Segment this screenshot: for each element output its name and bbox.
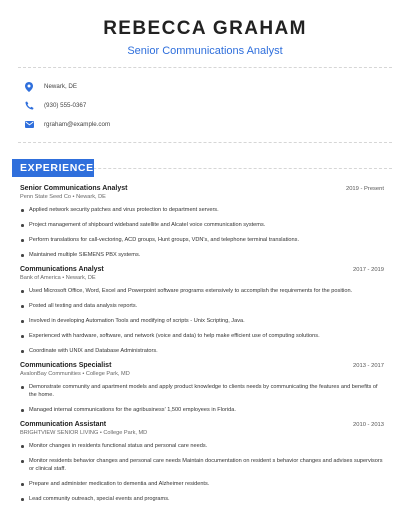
experience-heading: EXPERIENCE	[12, 159, 94, 177]
job-company: AvalonBay Communities • College Park, MD	[20, 371, 130, 377]
phone-text: (930) 555-0367	[44, 102, 87, 109]
job-bullet: Involved in developing Automation Tools and modifying of scripts - Unix Scripting, Java.	[29, 317, 384, 325]
experience-section-header	[0, 159, 410, 177]
job-bullet: Used Microsoft Office, Word, Excel and Powerpoint software programs extensively to accomplish the requirements for the position.	[29, 287, 384, 295]
job-role: Communications Analyst	[20, 266, 104, 273]
job-bullet: Posted all testing and data analysis reports.	[29, 302, 384, 310]
contact-email	[0, 115, 410, 134]
job-bullet: Monitor residents behavior changes and personal care needs Maintain documentation on resident s behavior changes and advises supervisors or clinical staff.	[29, 458, 383, 472]
job-bullet: Monitor changes in residents functional status and personal care needs.	[29, 442, 384, 450]
candidate-title: Senior Communications Analyst	[127, 45, 283, 57]
job-role: Communications Specialist	[20, 362, 112, 369]
job-bullet: Demonstrate community and apartment models and apply product knowledge to clients needs by communicating the features and benefits of the home.	[29, 383, 384, 399]
job-dates: 2010 - 2013	[353, 422, 384, 428]
email-icon	[22, 118, 36, 132]
experience-list	[0, 185, 410, 503]
job-bullet: Coordinate with UNIX and Database Administrators.	[29, 347, 384, 355]
job-bullet: Project management of shipboard wideband satellite and Alcatel voice communication systems.	[29, 221, 384, 229]
email-text: rgraham@example.com	[44, 121, 111, 128]
resume-header	[0, 0, 410, 58]
location-text: Newark, DE	[44, 83, 78, 90]
job-entry	[20, 362, 384, 414]
job-company: Bank of America • Newark, DE	[20, 275, 96, 281]
job-bullet: Applied network security patches and virus protection to department servers.	[29, 206, 384, 214]
candidate-name: REBECCA GRAHAM	[103, 18, 307, 39]
divider	[18, 67, 392, 68]
job-role: Senior Communications Analyst	[20, 185, 128, 192]
phone-icon	[22, 99, 36, 113]
job-bullet: Experienced with hardware, software, and network (voice and data) to help make efficient use of computing solutions.	[29, 332, 384, 340]
job-role: Communication Assistant	[20, 421, 107, 428]
contact-phone	[0, 96, 410, 115]
job-entry	[20, 421, 384, 503]
job-entry	[20, 266, 384, 355]
job-dates: 2013 - 2017	[353, 363, 384, 369]
job-bullet: Perform translations for call-vectoring, ACD groups, Hunt groups, VDN's, and telephone terminal translations.	[29, 236, 384, 244]
job-company: Penn State Seed Co • Newark, DE	[20, 194, 106, 200]
contact-section	[0, 67, 410, 143]
job-dates: 2017 - 2019	[353, 267, 384, 273]
contact-location	[0, 77, 410, 96]
job-dates: 2019 - Present	[345, 186, 384, 192]
job-bullet: Prepare and administer medication to dementia and Alzheimer residents.	[29, 480, 384, 488]
job-bullet: Managed internal communications for the agribusiness' 1,500 employees in Florida.	[29, 406, 384, 414]
location-pin-icon	[22, 80, 36, 94]
divider	[18, 142, 392, 143]
job-bullet: Lead community outreach, special events and programs.	[29, 495, 384, 503]
job-company: BRIGHTVIEW SENIOR LIVING • College Park, MD	[20, 430, 148, 436]
job-entry	[20, 185, 384, 259]
job-bullet: Maintained multiple SIEMENS PBX systems.	[29, 251, 384, 259]
